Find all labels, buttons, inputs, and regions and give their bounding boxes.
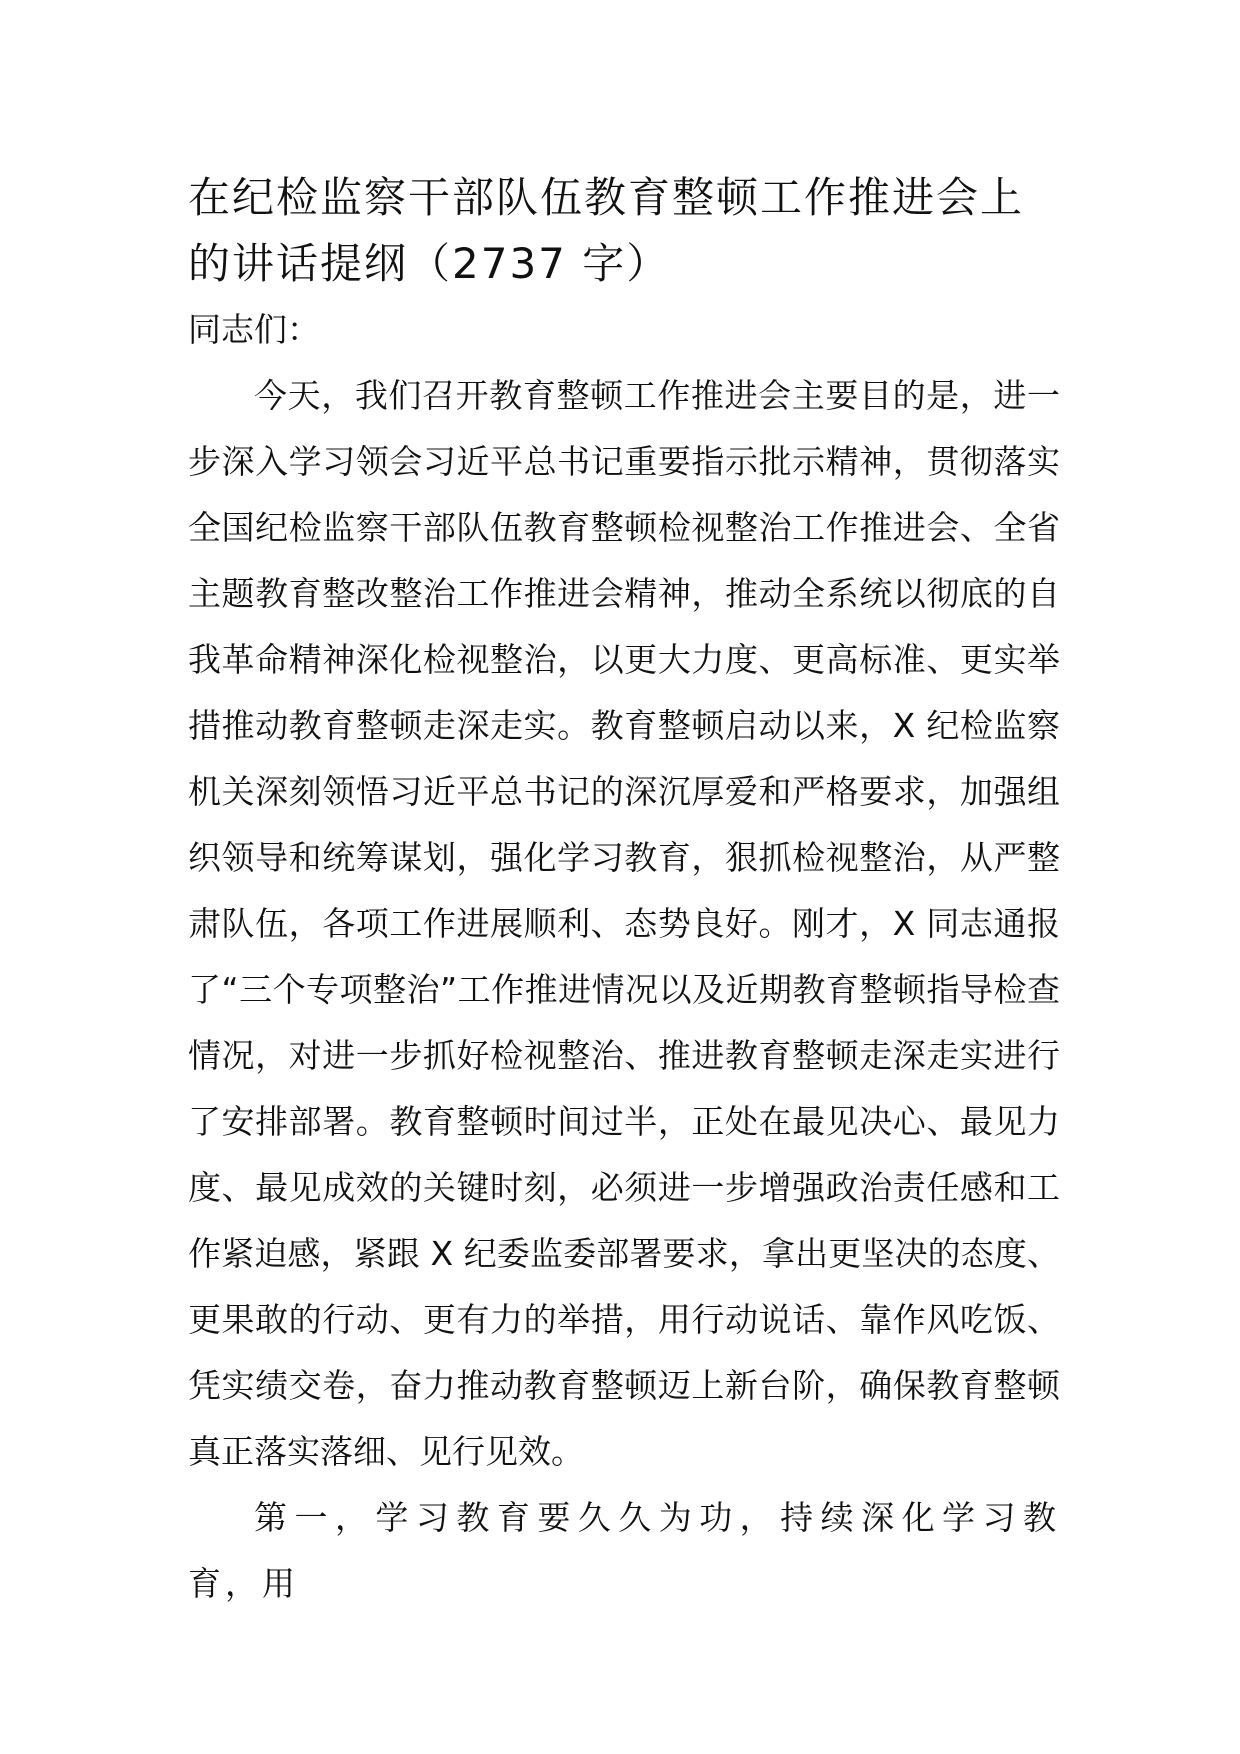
paragraph-intro: 今天，我们召开教育整顿工作推进会主要目的是，进一步深入学习领会习近平总书记重要指示批示精神，贯彻落实全国纪检监察干部队伍教育整顿检视整治工作推进会、全省主题教育整改整治工作推进会精神，推动全系统以彻底的自我革命精神深化检视整治，以更大力度、更高标准、更实举措推动教育整顿走深走实。教育整顿启动以来，X 纪检监察机关深刻领悟习近平总书记的深沉厚爱和严格要求，加强组织领导和统筹谋划，强化学习教育，狠抓检视整治，从严整肃队伍，各项工作进展顺利、态势良好。刚才，X 同志通报了“三个专项整治”工作推进情况以及近期教育整顿指导检查情况，对进一步抓好检视整治、推进教育整顿走深走实进行了安排部署。教育整顿时间过半，正处在最见决心、最见力度、最见成效的关键时刻，必须进一步增强政治责任感和工作紧迫感，紧跟 X 纪委监委部署要求，拿出更坚决的态度、更果敢的行动、更有力的举措，用行动说话、靠作风吃饭、凭实绩交卷，奋力推动教育整顿迈上新台阶，确保教育整顿真正落实落细、见行见效。 [188, 376, 1060, 1471]
paragraph-first-point: 第一，学习教育要久久为功，持续深化学习教育，用 [188, 1498, 1060, 1603]
document-title: 在纪检监察干部队伍教育整顿工作推进会上的讲话提纲（2737 字） [188, 173, 1025, 288]
document-body [188, 165, 1060, 1617]
greeting: 同志们： [188, 310, 320, 349]
